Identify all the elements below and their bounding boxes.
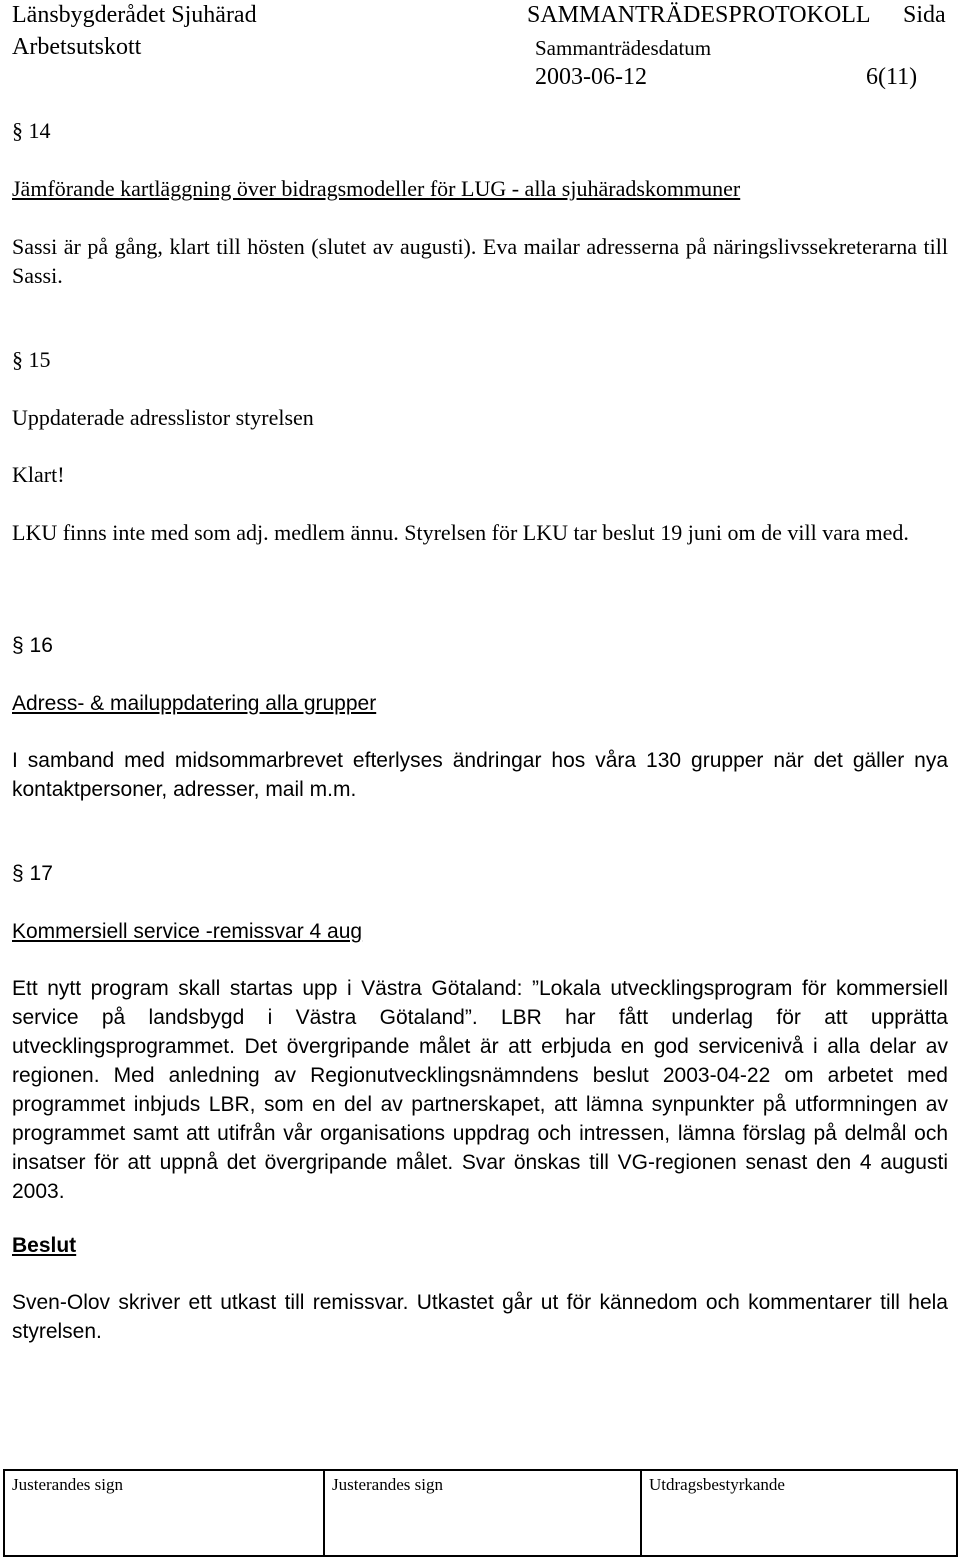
signature-cell-2-label: Justerandes sign	[332, 1475, 443, 1494]
header-left	[12, 0, 257, 63]
signature-cell-1-label: Justerandes sign	[12, 1475, 123, 1494]
committee-name: Arbetsutskott	[12, 34, 142, 60]
decision-heading: Beslut	[12, 1234, 77, 1257]
section-16-symbol: § 16	[12, 634, 53, 657]
section-17-heading: Kommersiell service -remissvar 4 aug	[12, 920, 363, 943]
decision-body: Sven-Olov skriver ett utkast till remissvar. Utkastet går ut för kännedom och kommentarer till hela styrelsen.	[12, 1291, 948, 1343]
section-16-body: I samband med midsommarbrevet efterlyses ändringar hos våra 130 grupper när det gäller nya kontaktpersoner, adresser, mail m.m.	[12, 749, 948, 801]
certification-cell-label: Utdragsbestyrkande	[649, 1475, 785, 1494]
signature-table	[3, 1469, 958, 1557]
page-label: Sida	[903, 2, 946, 28]
signature-cell-2	[325, 1471, 642, 1555]
section-15-body-line-2: LKU finns inte med som adj. medlem ännu. Styrelsen för LKU tar beslut 19 juni om de vill vara med.	[12, 520, 909, 545]
organization-name: Länsbygderådet Sjuhärad	[12, 2, 257, 28]
section-17-body: Ett nytt program skall startas upp i Västra Götaland: ”Lokala utvecklingsprogram för kommersiell service på landsbygd i Västra Götaland”. LBR har fått underlag för att upprätta utvecklingsprogrammet. Det övergripande målet är att erbjuda en god servicenivå i alla delar av regionen. Med anledning av Regionutvecklingsnämndens beslut 2003-04-22 om arbetet med programmet inbjuds LBR, som en del av partnerskapet, att lämna synpunkter på utformningen av programmet samt att utifrån vår organisations uppdrag och intressen, lämna förslag på delmål och insatser för att uppnå det övergripande målet. Svar önskas till VG-regionen senast den 4 augusti 2003.	[12, 977, 948, 1203]
meeting-date: 2003-06-12	[535, 64, 647, 90]
section-14-symbol: § 14	[12, 118, 51, 143]
section-14-body: Sassi är på gång, klart till hösten (slutet av augusti). Eva mailar adresserna på näringslivssekreterarna till Sassi.	[12, 234, 948, 288]
section-15-symbol: § 15	[12, 347, 51, 372]
certification-cell	[642, 1471, 956, 1555]
page-number: 6(11)	[866, 64, 918, 90]
section-15-body-line-1: Klart!	[12, 462, 65, 487]
meeting-date-label: Sammanträdesdatum	[535, 36, 712, 60]
section-17-symbol: § 17	[12, 862, 53, 885]
section-15-heading: Uppdaterade adresslistor styrelsen	[12, 405, 314, 430]
section-16-heading: Adress- & mailuppdatering alla grupper	[12, 692, 377, 715]
document-title: SAMMANTRÄDESPROTOKOLL	[527, 2, 871, 28]
signature-cell-1	[5, 1471, 325, 1555]
section-14-heading: Jämförande kartläggning över bidragsmodeller för LUG - alla sjuhäradskommuner	[12, 176, 741, 201]
